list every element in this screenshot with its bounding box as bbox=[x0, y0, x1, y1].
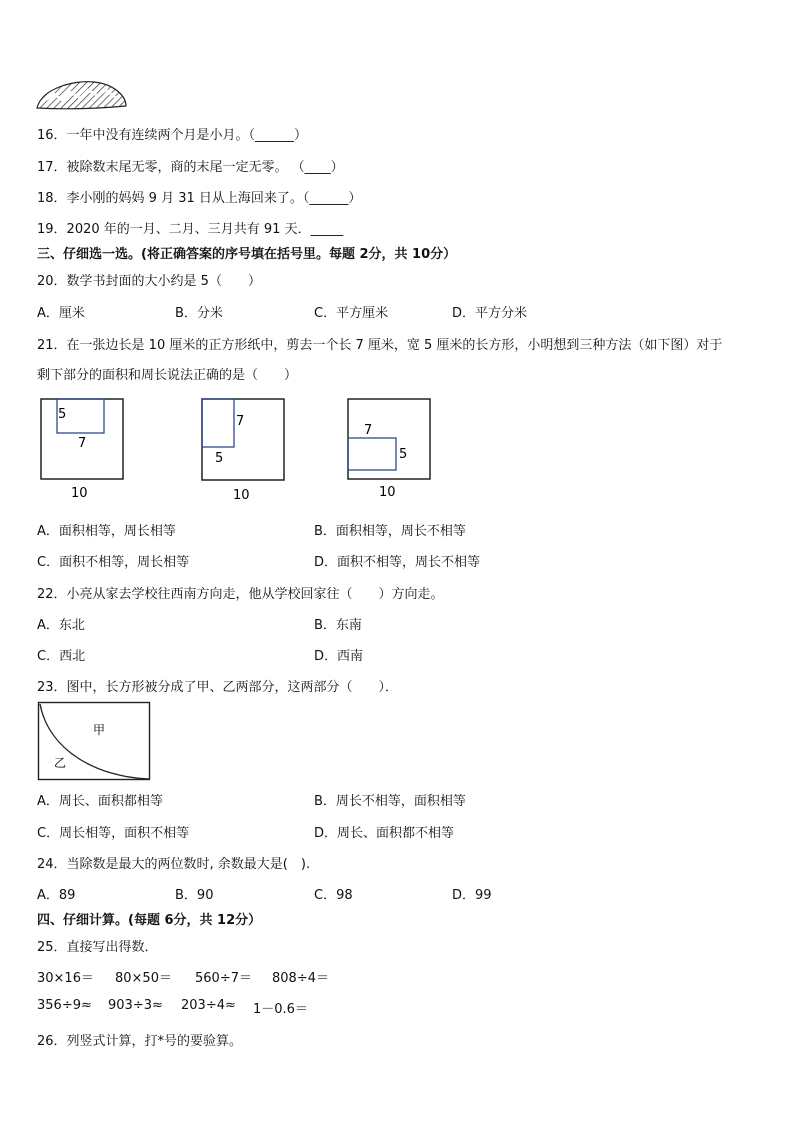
q21-option-a: A．面积相等，周长相等 bbox=[37, 524, 176, 539]
calc-row2-item2: 903÷3≈ bbox=[108, 998, 163, 1013]
q20-option-a: A．厘米 bbox=[37, 306, 85, 321]
question-20-stem: 20．数学书封面的大小约是 5（ ） bbox=[37, 274, 261, 289]
hatched-shape-figure bbox=[34, 78, 130, 114]
question-26-stem: 26．列竖式计算，打*号的要验算。 bbox=[37, 1034, 243, 1049]
q24-option-b: B．90 bbox=[175, 888, 214, 903]
figure-1-label-7: 7 bbox=[78, 436, 87, 451]
q21-option-d: D．面积不相等，周长不相等 bbox=[314, 555, 481, 570]
q20-option-d: D．平方分米 bbox=[452, 306, 528, 321]
question-21-stem-line2: 剩下部分的面积和周长说法正确的是（ ） bbox=[37, 368, 298, 383]
calc-row2-item3: 203÷4≈ bbox=[181, 998, 236, 1013]
calc-row1-item4: 808÷4＝ bbox=[272, 971, 329, 986]
figure-2-label-10: 10 bbox=[233, 488, 250, 503]
q23-option-b: B．周长不相等，面积相等 bbox=[314, 794, 466, 809]
q23-label-jia: 甲 bbox=[93, 723, 106, 737]
figure-1-label-5: 5 bbox=[58, 407, 67, 422]
q23-option-c: C．周长相等，面积不相等 bbox=[37, 826, 190, 841]
q22-option-b: B．东南 bbox=[314, 618, 362, 633]
q21-figure-1 bbox=[38, 396, 128, 500]
question-18: 18．李小刚的妈妈 9 月 31 日从上海回来了。（______） bbox=[37, 191, 362, 206]
q22-option-d: D．西南 bbox=[314, 649, 364, 664]
figure-3-label-5: 5 bbox=[399, 447, 408, 462]
q21-option-b: B．面积相等，周长不相等 bbox=[314, 524, 466, 539]
calc-row2-item1: 356÷9≈ bbox=[37, 998, 92, 1013]
q23-figure bbox=[37, 701, 152, 783]
q24-option-a: A．89 bbox=[37, 888, 76, 903]
calc-row1-item1: 30×16＝ bbox=[37, 971, 94, 986]
figure-2-square bbox=[202, 399, 284, 480]
figure-2-label-7: 7 bbox=[236, 414, 245, 429]
figure-2-cut-rect bbox=[202, 399, 234, 447]
question-17: 17．被除数末尾无零，商的末尾一定无零。 （____） bbox=[37, 160, 344, 175]
figure-2-label-5: 5 bbox=[215, 451, 224, 466]
calc-row1-item2: 80×50＝ bbox=[115, 971, 172, 986]
question-25-stem: 25．直接写出得数． bbox=[37, 940, 158, 955]
question-24-stem: 24．当除数是最大的两位数时, 余数最大是( ). bbox=[37, 857, 311, 872]
q23-label-yi: 乙 bbox=[54, 756, 67, 770]
question-16: 16．一年中没有连续两个月是小月。（______） bbox=[37, 128, 308, 143]
question-21-stem-line1: 21．在一张边长是 10 厘米的正方形纸中，剪去一个长 7 厘米，宽 5 厘米的长方形，小明想到三种方法（如下图）对于 bbox=[37, 338, 723, 353]
section-3-title: 三、仔细选一选。(将正确答案的序号填在括号里。每题 2分，共 10分） bbox=[37, 247, 457, 262]
q20-option-c: C．平方厘米 bbox=[314, 306, 389, 321]
q22-option-c: C．西北 bbox=[37, 649, 86, 664]
figure-3-cut-rect bbox=[348, 438, 396, 470]
calc-row1-item3: 560÷7＝ bbox=[195, 971, 252, 986]
q23-option-d: D．周长、面积都不相等 bbox=[314, 826, 455, 841]
section-4-title: 四、仔细计算。(每题 6分，共 12分） bbox=[37, 913, 262, 928]
question-23-stem: 23．图中，长方形被分成了甲、乙两部分，这两部分（ ）． bbox=[37, 680, 399, 695]
q21-figure-3 bbox=[344, 396, 436, 502]
calc-row2-item4: 1－0.6＝ bbox=[253, 1002, 308, 1017]
q21-option-c: C．面积不相等，周长相等 bbox=[37, 555, 190, 570]
figure-3-square bbox=[348, 399, 430, 479]
question-22-stem: 22．小亮从家去学校往西南方向走，他从学校回家往（ ）方向走。 bbox=[37, 587, 444, 602]
q24-option-c: C．98 bbox=[314, 888, 353, 903]
q20-option-b: B．分米 bbox=[175, 306, 223, 321]
question-19: 19．2020 年的一月、二月、三月共有 91 天．_____ bbox=[37, 222, 344, 237]
q23-option-a: A．周长、面积都相等 bbox=[37, 794, 163, 809]
q22-option-a: A．东北 bbox=[37, 618, 85, 633]
q24-option-d: D．99 bbox=[452, 888, 492, 903]
q21-figure-2 bbox=[198, 396, 290, 504]
figure-1-label-10: 10 bbox=[71, 486, 88, 500]
figure-3-label-10: 10 bbox=[379, 485, 396, 500]
figure-3-label-7: 7 bbox=[364, 423, 373, 438]
